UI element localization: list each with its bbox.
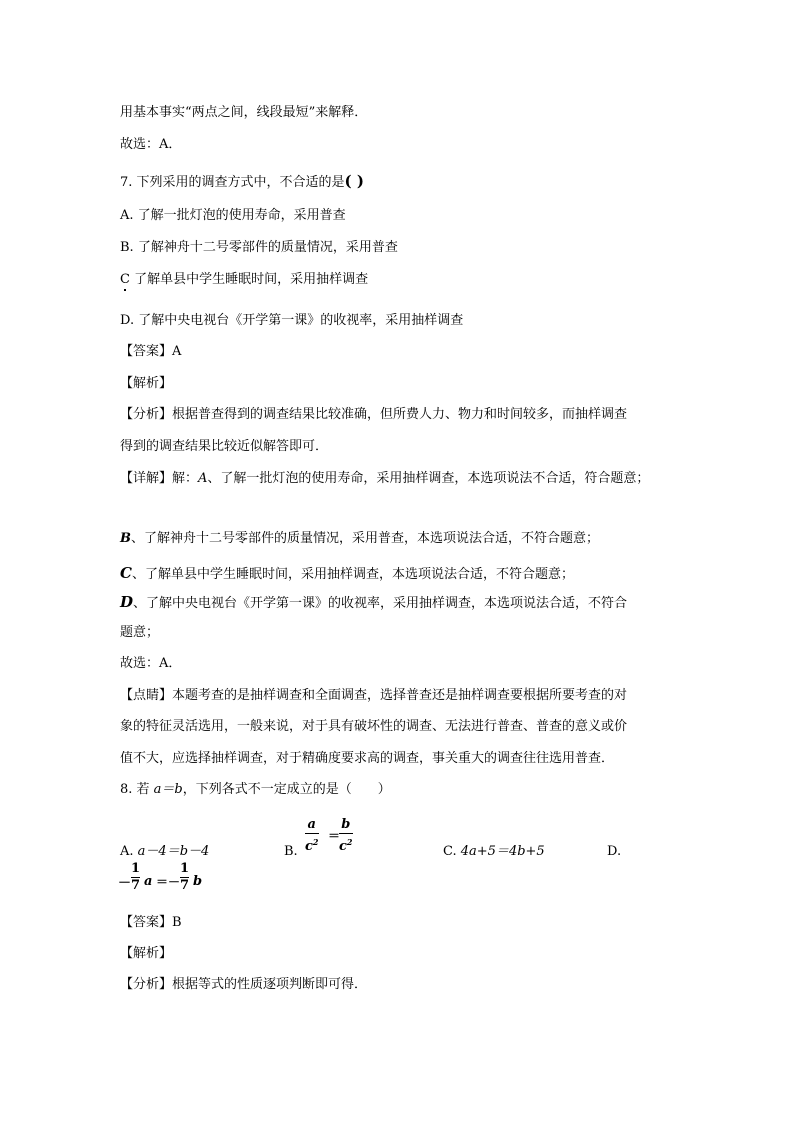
q8-option-a [120,843,209,861]
q7-detail-b [120,530,599,548]
frac-seven-right: 7 [180,878,190,893]
q8-stem [120,781,391,799]
q8-answer: 【答案】B [120,915,182,930]
fraction-bar [339,833,353,834]
q7-analysis-heading: 【解析】 [120,376,173,391]
frac-numerator-a: a [307,817,316,832]
q8-condition: a＝b [153,782,183,797]
frac-c-right: c [339,839,347,854]
q7-detail-line [120,470,649,488]
frac-exp-left: 2 [312,837,319,847]
q8-option-d-minus: － [118,876,132,891]
q8-analysis-heading: 【解析】 [120,946,173,961]
q8-option-b-equals: ＝ [328,829,341,843]
q7-answer: 【答案】A [120,344,182,359]
frac-denominator-left [305,835,319,854]
q7-detail-d [120,593,627,613]
q8-option-d-a: a [144,874,153,889]
frac-one-right: 1 [180,861,190,876]
frac-one-left: 1 [131,861,141,876]
detail-c-text: 、了解单县中学生睡眠时间，采用抽样调查，本选项说法合适，不符合题意； [131,567,574,582]
q7-analysis-line-1: 【分析】根据普查得到的调查结果比较准确，但所费人力、物力和时间较多，而抽样调查 [120,407,628,422]
q8-option-c-expr: 4a+5＝4b+5 [460,844,545,859]
frac-numerator-b: b [341,817,351,832]
q7-stem [120,172,364,192]
q7-analysis-line-2: 得到的调查结果比较近似解答即可． [120,439,329,454]
q7-detail-d-cont: 题意； [120,625,160,640]
q8-option-b-right-fraction [339,818,353,854]
q8-option-d-frac-right [180,862,189,893]
detail-letter-b: B [120,531,131,546]
detail-head: 【详解】解： [120,471,199,486]
q7-option-a: A. 了解一批灯泡的使用寿命，采用普查 [120,208,346,223]
q7-option-d: D. 了解中央电视台《开学第一课》的收视率，采用抽样调查 [120,313,464,328]
q8-option-b-left-fraction [305,818,319,854]
q7-comment-line-3: 值不大，应选择抽样调查，对于精确度要求高的调查，事关重大的调查往往选用普查． [120,751,615,766]
q8-option-b-label: B. [284,844,298,859]
fraction-bar [305,833,319,834]
option-c-dot-mark [124,289,126,291]
q7-blank: ( ) [344,172,364,190]
q8-option-d-equals: ＝－ [156,875,181,889]
detail-letter-d: D [120,593,134,611]
q8-option-c-label: C. [443,844,457,859]
q8-stem-pre: 8. 若 [120,782,154,797]
detail-d-text: 、了解中央电视台《开学第一课》的收视率，采用抽样调查，本选项说法合适，不符合 [133,596,628,611]
frac-denominator-right [339,835,353,854]
q8-analysis-line: 【分析】根据等式的性质逐项判断即可得． [120,977,368,992]
q8-option-d-frac-left [131,862,140,893]
prev-explanation-line: 用基本事实“两点之间，线段最短”来解释． [120,105,368,120]
prev-answer-line: 故选：A． [120,137,182,152]
detail-text: 、了解一批灯泡的使用寿命，采用抽样调查，本选项说法不合适，符合题意； [207,471,650,486]
q7-comment-line-2: 象的特征灵活选用，一般来说，对于具有破坏性的调查、无法进行普查、普查的意义或价 [120,719,628,734]
q7-option-c: C 了解单县中学生睡眠时间，采用抽样调查 [120,272,369,287]
detail-letter-c: C [120,564,132,582]
q8-option-a-expr: a－4＝b－4 [137,844,210,859]
frac-seven-left: 7 [131,878,141,893]
detail-letter-a: A [198,471,208,486]
detail-b-text: 、了解神舟十二号零部件的质量情况，采用普查，本选项说法合适，不符合题意； [131,531,600,546]
q7-detail-c [120,564,574,584]
frac-c-left: c [305,839,313,854]
q8-option-d-label: D. [607,844,622,859]
frac-exp-right: 2 [346,837,353,847]
q8-stem-post: ，下列各式不一定成立的是（ ） [182,782,391,797]
q8-option-d-b: b [193,874,203,889]
q8-option-c [443,843,545,861]
q7-comment-line-1: 【点睛】本题考查的是抽样调查和全面调查，选择普查还是抽样调查要根据所要考查的对 [120,688,628,703]
q7-stem-text: 7. 下列采用的调查方式中，不合适的是 [120,175,345,190]
q8-option-a-label: A. [120,844,134,859]
q7-choose: 故选：A． [120,656,182,671]
q7-option-b: B. 了解神舟十二号零部件的质量情况，采用普查 [120,240,398,255]
